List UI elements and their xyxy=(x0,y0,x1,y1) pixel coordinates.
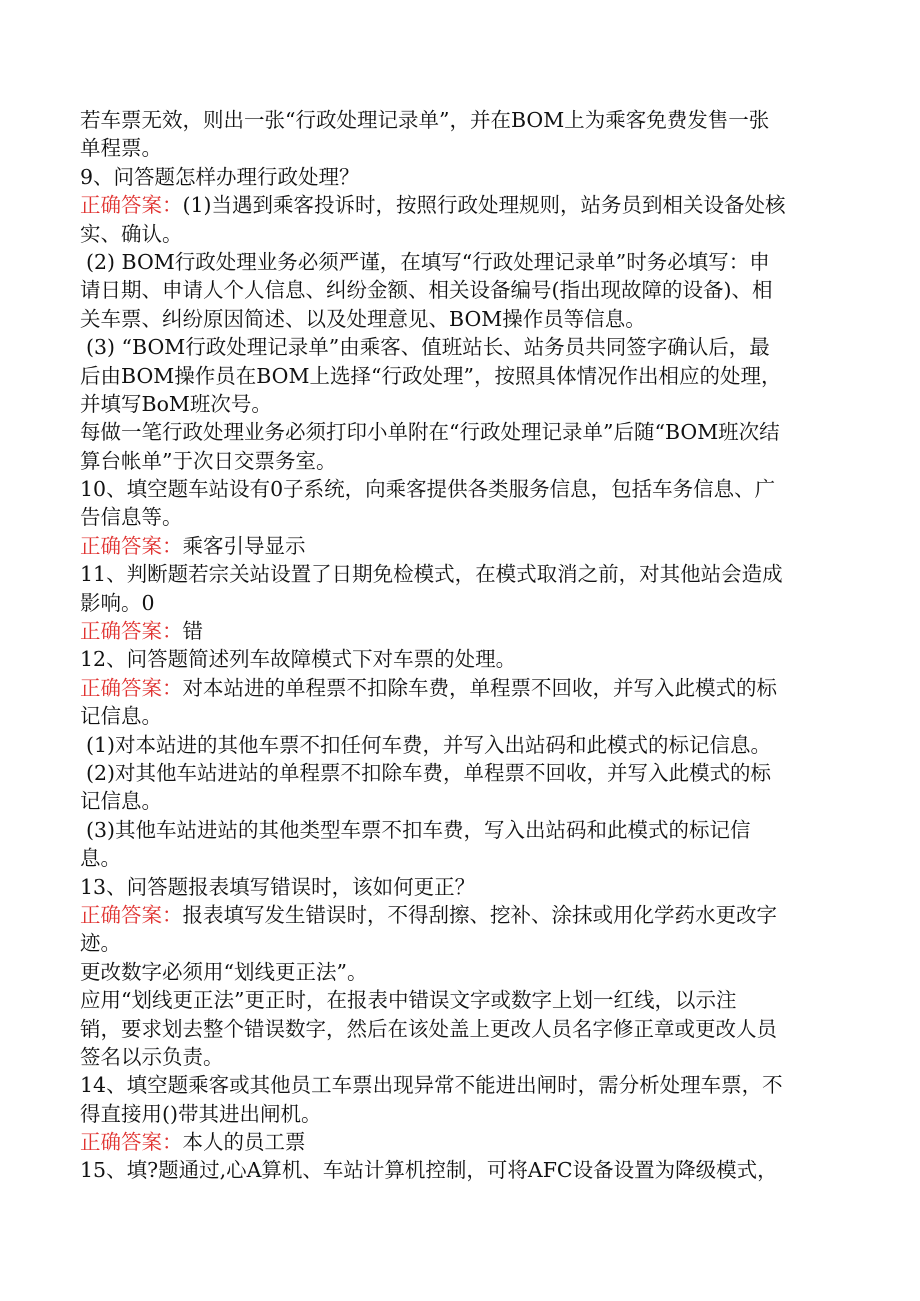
answer-line xyxy=(80,532,820,560)
line-text: 记信息。 xyxy=(80,704,162,729)
text-line xyxy=(80,958,820,986)
line-text: 算台帐单”于次日交票务室。 xyxy=(80,448,337,473)
line-text: 记信息。 xyxy=(80,789,162,814)
text-line xyxy=(80,305,820,333)
answer-line xyxy=(80,1128,820,1156)
answer-line xyxy=(80,674,820,702)
line-text: 签名以示负责。 xyxy=(80,1044,224,1069)
line-text: 错 xyxy=(182,619,203,644)
text-line xyxy=(80,220,820,248)
line-text: 得直接用()带其进出闸机。 xyxy=(80,1101,322,1126)
text-line xyxy=(80,163,820,191)
line-text: (3)其他车站进站的其他类型车票不扣车费，写入出站码和此模式的标记信 xyxy=(86,817,751,842)
line-text: 告信息等。 xyxy=(80,505,183,530)
line-text: 影响。0 xyxy=(80,590,155,615)
text-line xyxy=(80,1015,820,1043)
line-text: (2)对其他车站进站的单程票不扣除车费，单程票不回收，并写入此模式的标 xyxy=(86,760,772,785)
text-line xyxy=(80,986,820,1014)
line-text: 实、确认。 xyxy=(80,221,183,246)
text-line xyxy=(80,248,820,276)
text-line xyxy=(80,787,820,815)
line-text: 请日期、申请人个人信息、纠纷金额、相关设备编号(指出现故障的设备)、相 xyxy=(80,278,773,303)
line-text: 迹。 xyxy=(80,931,121,956)
line-text: 9、问答题怎样办理行政处理？ xyxy=(80,164,360,189)
text-line xyxy=(80,759,820,787)
line-text: (1)当遇到乘客投诉时，按照行政处理规则，站务员到相关设备处核 xyxy=(182,193,786,218)
text-line xyxy=(80,816,820,844)
text-line xyxy=(80,1100,820,1128)
line-text: 应用“划线更正法”更正时，在报表中错误文字或数字上划一红线，以示注 xyxy=(80,988,737,1013)
line-text: 报表填写发生错误时，不得刮擦、挖补、涂抹或用化学药水更改字 xyxy=(182,902,777,927)
text-line xyxy=(80,418,820,446)
line-text: (1)对本站进的其他车票不扣任何车费，并写入出站码和此模式的标记信息。 xyxy=(86,732,772,757)
text-line xyxy=(80,447,820,475)
line-text: 本人的员工票 xyxy=(182,1130,306,1155)
text-line xyxy=(80,503,820,531)
line-text: 15、填?题通过,心A算机、车站计算机控制，可将AFC设备设置为降级模式， xyxy=(80,1158,778,1183)
text-line xyxy=(80,1043,820,1071)
line-text: 对本站进的单程票不扣除车费，单程票不回收，并写入此模式的标 xyxy=(182,675,777,700)
answer-label: 正确答案： xyxy=(80,675,183,700)
answer-line xyxy=(80,617,820,645)
text-line xyxy=(80,645,820,673)
text-line xyxy=(80,702,820,730)
answer-label: 正确答案： xyxy=(80,619,183,644)
text-line xyxy=(80,1071,820,1099)
line-text: 乘客引导显示 xyxy=(182,533,306,558)
line-text: 息。 xyxy=(80,846,121,871)
text-line xyxy=(80,929,820,957)
line-text: 后由BOM操作员在BOM上选择“行政处理”，按照具体情况作出相应的处理， xyxy=(80,363,782,388)
text-line xyxy=(80,475,820,503)
line-text: 若车票无效，则出一张“行政处理记录单”，并在BOM上为乘客免费发售一张 xyxy=(80,108,770,132)
text-line xyxy=(80,106,820,134)
answer-label: 正确答案： xyxy=(80,1130,183,1155)
line-text: 更改数字必须用“划线更正法”。 xyxy=(80,959,368,984)
text-line xyxy=(80,1156,820,1184)
line-text: 10、填空题车站设有0子系统，向乘客提供各类服务信息，包括车务信息、广 xyxy=(80,477,776,502)
line-text: 11、判断题若宗关站设置了日期免检模式，在模式取消之前，对其他站会造成 xyxy=(80,562,783,587)
text-line xyxy=(80,390,820,418)
text-line xyxy=(80,362,820,390)
line-text: 14、填空题乘客或其他员工车票出现异常不能进出闸时，需分析处理车票，不 xyxy=(80,1073,783,1098)
text-line xyxy=(80,844,820,872)
line-text: (3) “BOM行政处理记录单”由乘客、值班站长、站务员共同签字确认后，最 xyxy=(86,335,770,360)
answer-line xyxy=(80,901,820,929)
line-text: 销，要求划去整个错误数字，然后在该处盖上更改人员名字修正章或更改人员 xyxy=(80,1016,777,1041)
text-line xyxy=(80,333,820,361)
document-page xyxy=(80,106,820,1185)
answer-label: 正确答案： xyxy=(80,193,183,218)
answer-line xyxy=(80,191,820,219)
text-line xyxy=(80,731,820,759)
line-text: (2) BOM行政处理业务必须严谨，在填写“行政处理记录单”时务必填写：申 xyxy=(86,249,770,274)
answer-label: 正确答案： xyxy=(80,533,183,558)
line-text: 关车票、纠纷原因简述、以及处理意见、BOM操作员等信息。 xyxy=(80,306,646,331)
line-text: 12、问答题简述列车故障模式下对车票的处理。 xyxy=(80,647,517,672)
text-line xyxy=(80,276,820,304)
line-text: 单程票。 xyxy=(80,136,162,161)
answer-label: 正确答案： xyxy=(80,902,183,927)
line-text: 每做一笔行政处理业务必须打印小单附在“行政处理记录单”后随“BOM班次结 xyxy=(80,420,780,445)
text-line xyxy=(80,873,820,901)
line-text: 并填写BoM班次号。 xyxy=(80,391,272,416)
line-text: 13、问答题报表填写错误时，该如何更正？ xyxy=(80,874,476,899)
text-line xyxy=(80,589,820,617)
text-line xyxy=(80,560,820,588)
text-line xyxy=(80,134,820,162)
